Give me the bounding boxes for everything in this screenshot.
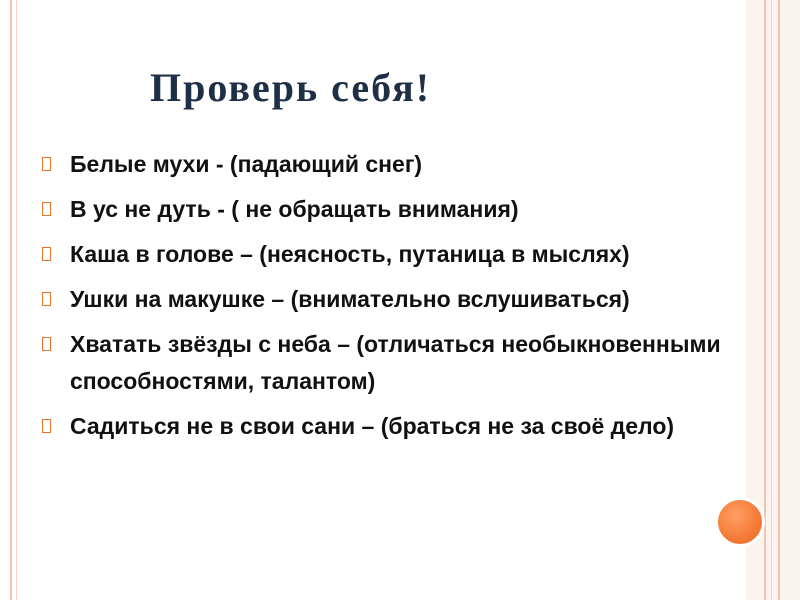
right-decor-line	[764, 0, 766, 600]
list-item-text: Белые мухи - (падающий снег)	[70, 151, 423, 177]
list-item	[42, 146, 732, 183]
list-item	[42, 408, 732, 445]
right-decor-line	[778, 0, 780, 600]
left-decor-line-thin	[16, 0, 17, 600]
list-item-text: Садиться не в свои сани – (браться не за своё дело)	[70, 413, 675, 439]
list-item-text: В ус не дуть - ( не обращать внимания)	[70, 196, 519, 222]
list-item	[42, 281, 732, 318]
square-bullet-icon	[42, 202, 51, 216]
slide-title: Проверь себя!	[150, 65, 432, 110]
list-item-text: Ушки на макушке – (внимательно вслушиваться)	[70, 286, 630, 312]
left-decor-line	[10, 0, 12, 600]
list-item-text: Каша в голове – (неясность, путаница в мыслях)	[70, 241, 630, 267]
list-item-text: Хватать звёзды с неба – (отличаться необыкновенными способностями, талантом)	[70, 331, 721, 394]
list-item	[42, 236, 732, 273]
square-bullet-icon	[42, 157, 51, 171]
orange-circle-icon	[715, 497, 765, 547]
list-item	[42, 191, 732, 228]
square-bullet-icon	[42, 247, 51, 261]
square-bullet-icon	[42, 292, 51, 306]
list-item	[42, 326, 732, 400]
right-decor-line-thin	[771, 0, 772, 600]
square-bullet-icon	[42, 419, 51, 433]
idiom-list	[42, 146, 732, 453]
square-bullet-icon	[42, 337, 51, 351]
